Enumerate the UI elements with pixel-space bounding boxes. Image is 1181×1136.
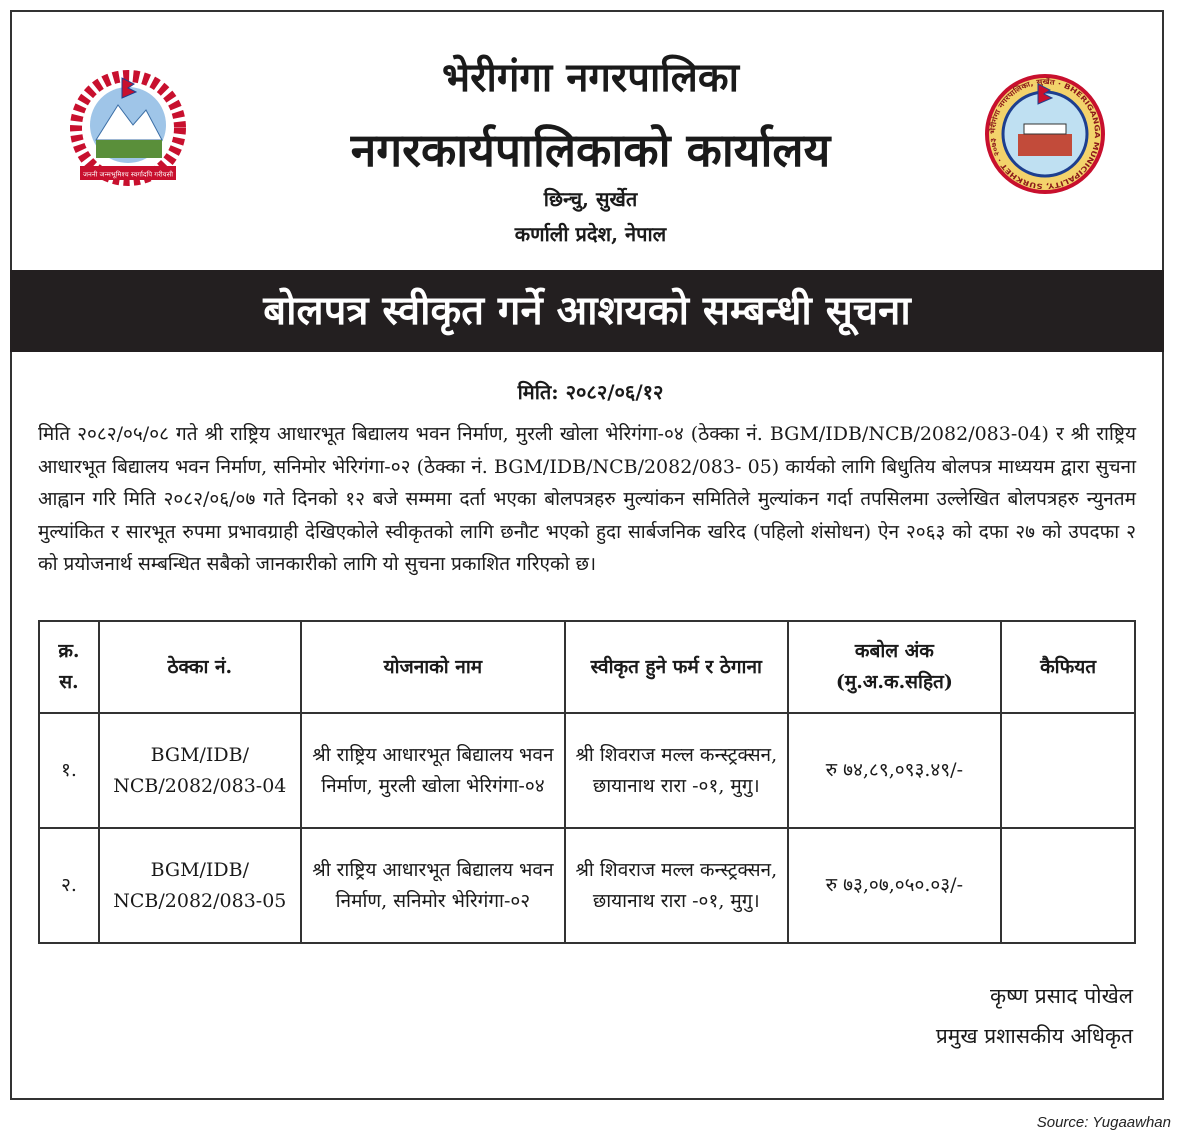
- table-header-row: [39, 621, 1135, 713]
- cell-remarks: [1001, 713, 1135, 828]
- emblem-motto-text: जननी जन्मभूमिश्च स्वर्गादपि गरीयसी: [83, 170, 174, 179]
- source-credit: Source: Yugaawhan: [1036, 1114, 1171, 1131]
- municipality-name: भेरीगंगा नगरपालिका: [442, 54, 739, 101]
- signatory-name: कृष्ण प्रसाद पोखेल: [990, 984, 1133, 1008]
- notice-date: मिति: २०८२/०६/१२: [517, 380, 664, 404]
- cell-serial: २.: [39, 828, 99, 943]
- header-contract-no: ठेक्का नं.: [99, 621, 301, 713]
- cell-project-name: श्री राष्ट्रिय आधारभूत बिद्यालय भवन निर्माण, सनिमोर भेरिगंगा-०२: [301, 828, 565, 943]
- cell-bid-amount: रु ७३,०७,०५०.०३/-: [788, 828, 1002, 943]
- cell-bid-amount: रु ७४,८९,०९३.४९/-: [788, 713, 1002, 828]
- cell-firm-address: श्री शिवराज मल्ल कन्स्ट्रक्सन, छायानाथ रारा -०१, मुगु।: [565, 713, 787, 828]
- header-remarks: कैफियत: [1001, 621, 1135, 713]
- office-name: नगरकार्यपालिकाको कार्यालय: [350, 123, 831, 177]
- header-firm-address: स्वीकृत हुने फर्म र ठेगाना: [565, 621, 787, 713]
- header-serial: क्र. स.: [39, 621, 99, 713]
- cell-remarks: [1001, 828, 1135, 943]
- cell-contract-no: BGM/IDB/ NCB/2082/083-05: [99, 828, 301, 943]
- table-row: [39, 713, 1135, 828]
- address-line-1: छिन्चु, सुर्खेत: [543, 187, 638, 211]
- header-project-name: योजनाको नाम: [301, 621, 565, 713]
- bid-table: [38, 620, 1136, 944]
- table-row: [39, 828, 1135, 943]
- notice-body: मिति २०८२/०५/०८ गते श्री राष्ट्रिय आधारभूत बिद्यालय भवन निर्माण, मुरली खोला भेरिगंगा-०४ (ठेक्का नं. BGM/IDB/NCB/2082/083-04) र श्री राष्ट्रिय आधारभूत बिद्यालय भवन निर्माण, सनिमोर भेरिगंगा-०२ (ठेक्का नं. BGM/IDB/NCB/2082/083- 05) कार्यको लागि बिधुतिय बोलपत्र माध्ययम द्वारा सुचना आह्वान गरि मिति २०८२/०६/०७ गते दिनको १२ बजे सम्ममा दर्ता भएका बोलपत्रहरु मुल्यांकन समितिले मुल्यांकन गर्दा तपसिलमा उल्लेखित बोलपत्रहरु न्युनतम मुल्यांकित र सारभूत रुपमा प्रभावग्राही देखिएकोले स्वीकृतको लागि छनौट भएको हुदा सार्बजनिक खरिद (पहिलो शंसोधन) ऐन २०६३ को दफा २७ को उपदफा २ को प्रयोजनार्थ सम्बन्धित सबैको जानकारीको लागि यो सुचना प्रकाशित गरिएको छ।: [38, 423, 1136, 575]
- cell-project-name: श्री राष्ट्रिय आधारभूत बिद्यालय भवन निर्माण, मुरली खोला भेरिगंगा-०४: [301, 713, 565, 828]
- municipality-logo-ring-label: भेरीगंगा नगरपालिका, सुर्खेत · BHERIGANGA MUNICIPALITY, SURKHET · २०७३: [988, 77, 1102, 191]
- cell-contract-no: BGM/IDB/ NCB/2082/083-04: [99, 713, 301, 828]
- signatory-title: प्रमुख प्रशासकीय अधिकृत: [935, 1024, 1133, 1048]
- header-bid-amount: कबोल अंक (मु.अ.क.सहित): [788, 621, 1002, 713]
- cell-serial: १.: [39, 713, 99, 828]
- address-line-2: कर्णाली प्रदेश, नेपाल: [514, 222, 667, 246]
- cell-firm-address: श्री शिवराज मल्ल कन्स्ट्रक्सन, छायानाथ रारा -०१, मुगु।: [565, 828, 787, 943]
- notice-title: बोलपत्र स्वीकृत गर्ने आशयको सम्बन्धी सूचना: [10, 270, 1164, 352]
